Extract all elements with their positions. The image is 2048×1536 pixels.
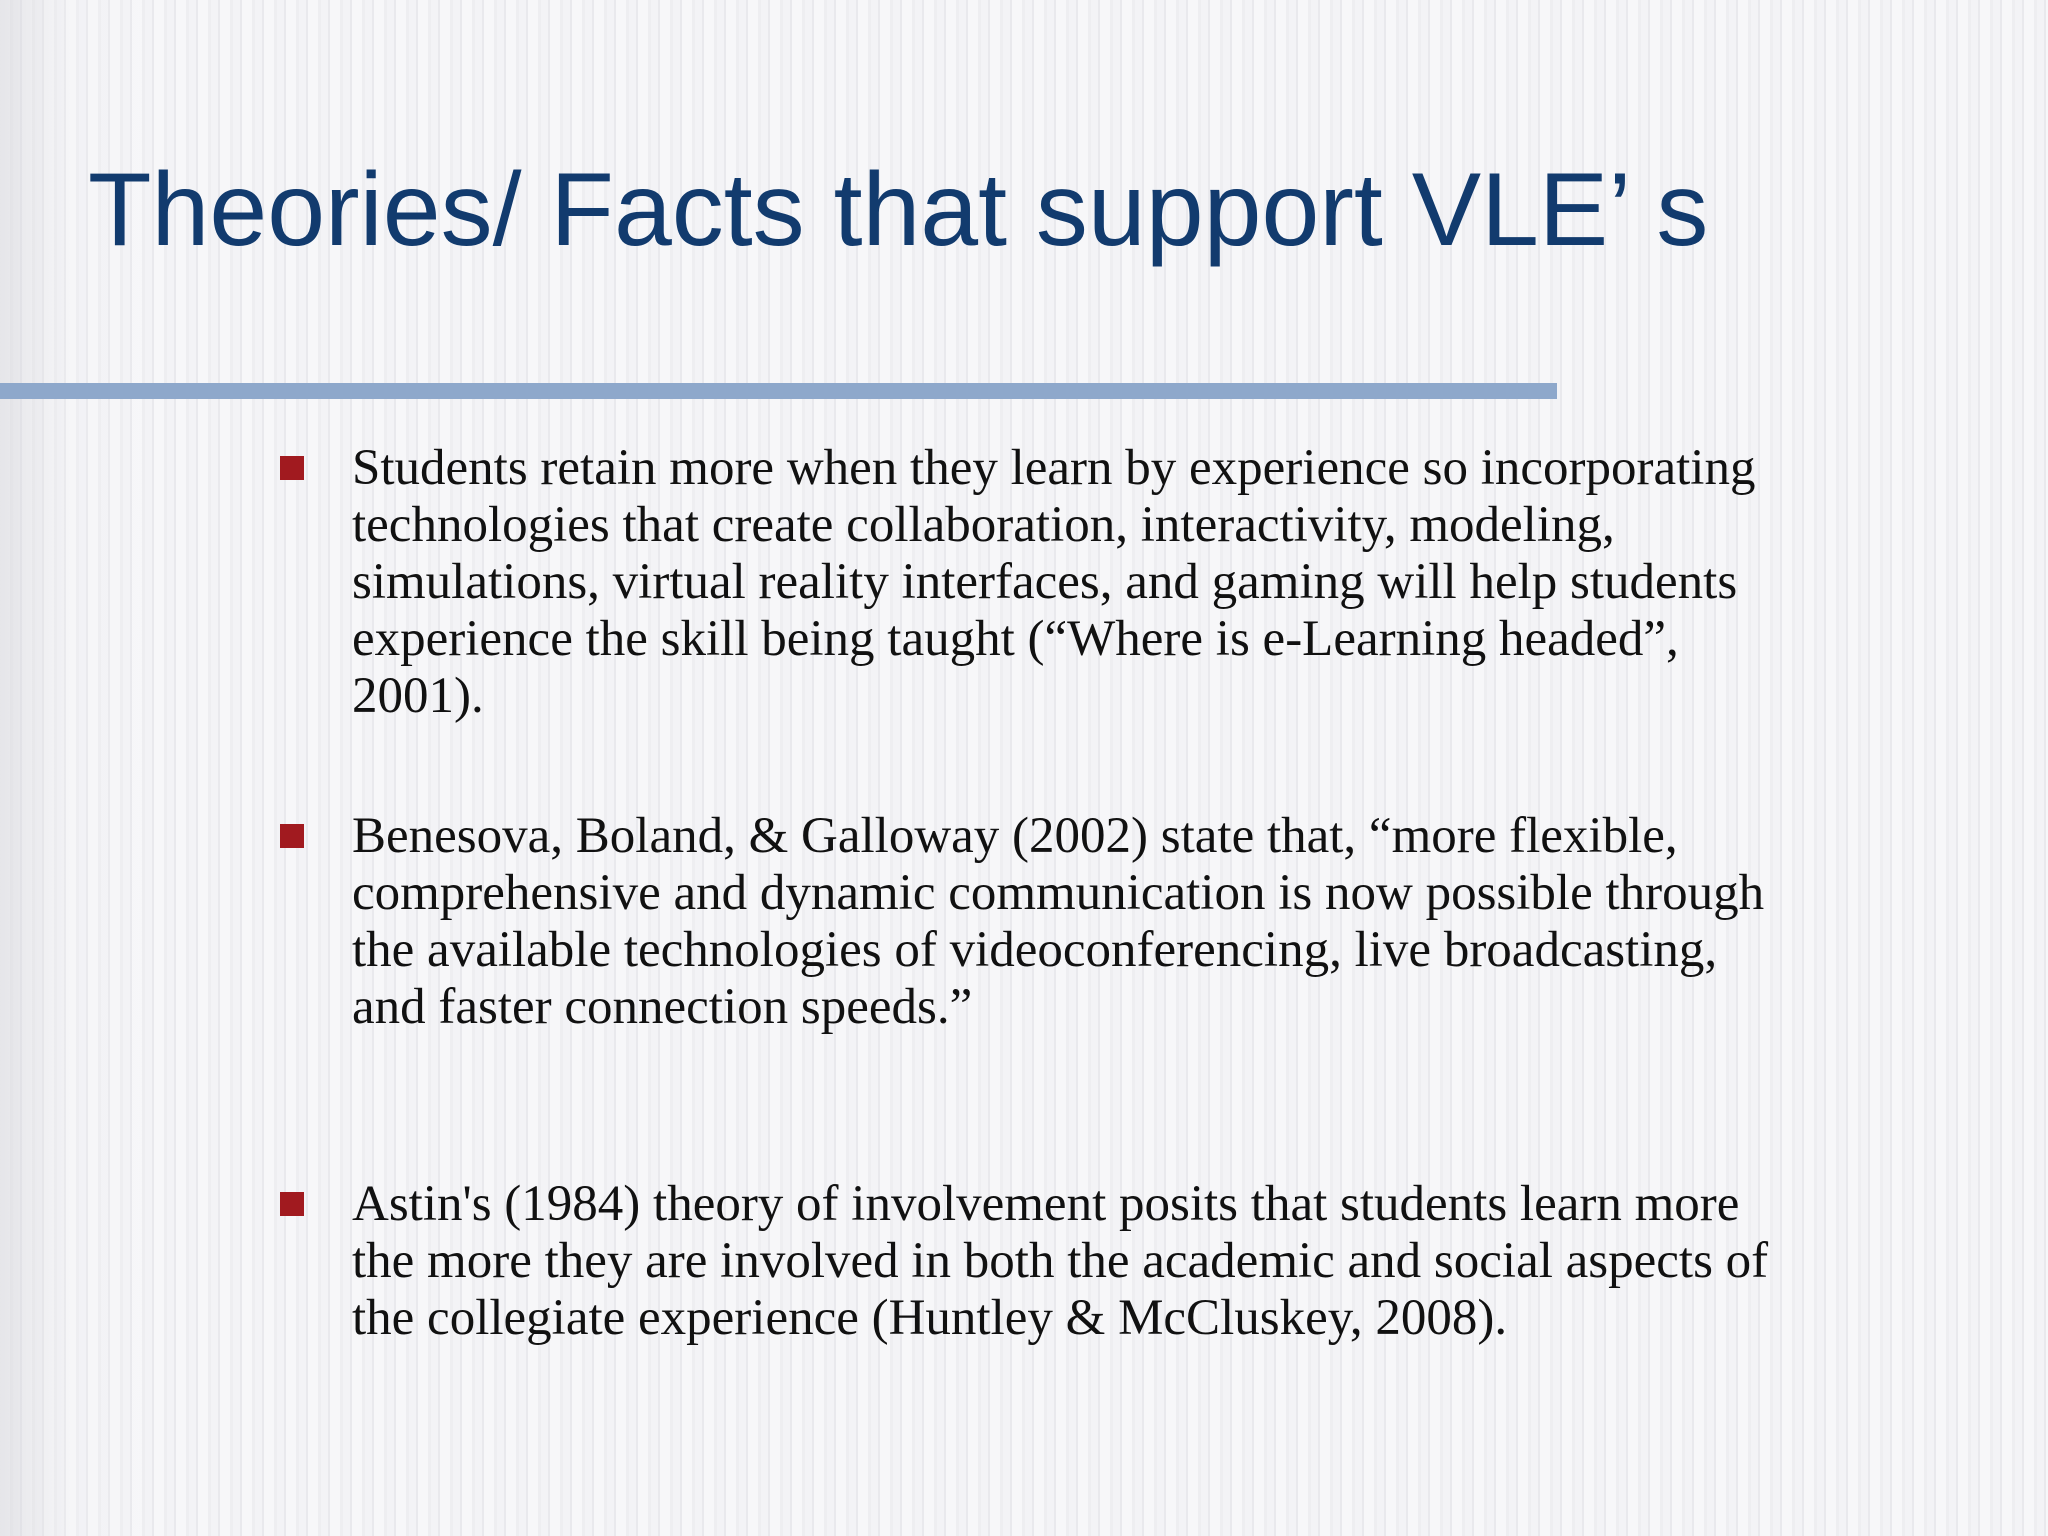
bullet-item [280,440,1780,725]
bullet-text: Students retain more when they learn by experience so incorporating technologies that create collaboration, interactivity, modeling, simulations, virtual reality interfaces, and gaming will help students experience the skill being taught (“Where is e-Learning headed”, 2001). [352,440,1756,724]
square-bullet-icon [280,456,304,480]
bullet-text: Astin's (1984) theory of involvement posits that students learn more the more they are involved in both the academic and social aspects of the collegiate experience (Huntley & McCluskey, 2008). [352,1176,1769,1346]
bullet-item [280,1176,1780,1347]
square-bullet-icon [280,824,304,848]
bullet-text: Benesova, Boland, & Galloway (2002) state that, “more flexible, comprehensive and dynamic communication is now possible through the available technologies of videoconferencing, live broadcasting, and faster connection speeds.” [352,808,1765,1035]
title-underline-bar [0,383,1557,399]
bullet-item [280,808,1780,1036]
square-bullet-icon [280,1192,304,1216]
slide-title: Theories/ Facts that support VLE’ s [88,152,1709,268]
